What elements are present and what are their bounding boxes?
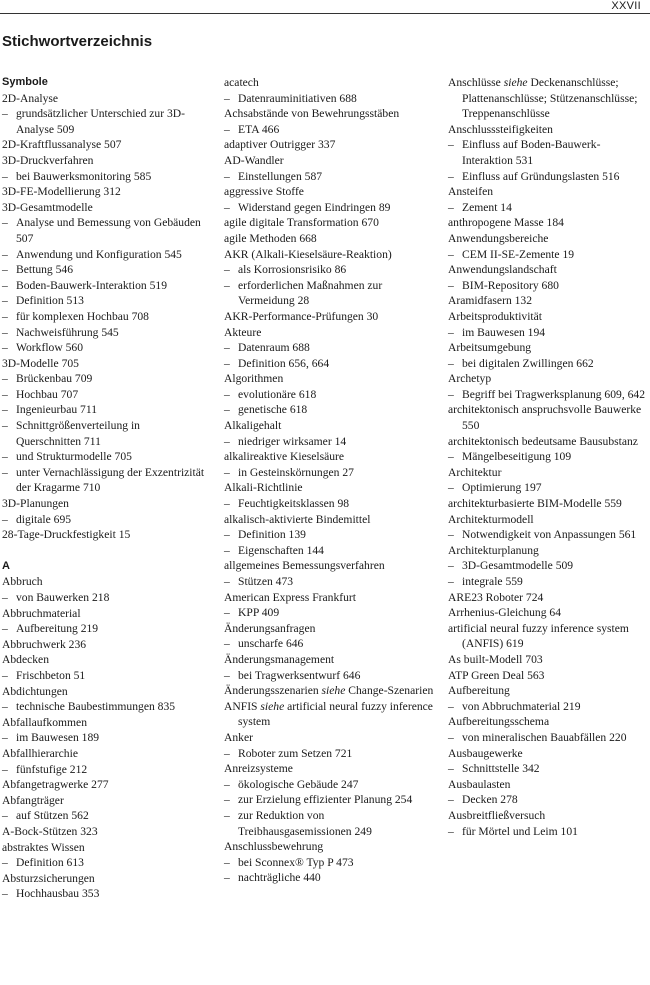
index-subentry xyxy=(448,699,650,715)
index-entry: Arbeitsproduktivität xyxy=(448,309,543,323)
index-entry: aggressive Stoffe xyxy=(224,185,304,199)
dash-marker: – xyxy=(448,730,454,744)
index-subentry xyxy=(448,824,650,840)
subentry-text: bei digitalen Zwillingen 662 xyxy=(462,356,594,370)
index-subentry xyxy=(448,527,650,543)
dash-marker: – xyxy=(448,824,454,838)
dash-marker: – xyxy=(448,481,454,495)
subentry-text: für Mörtel und Leim 101 xyxy=(462,824,578,838)
index-subentry xyxy=(224,262,438,278)
subentry-text: Mängelbeseitigung 109 xyxy=(462,450,572,464)
dash-marker: – xyxy=(2,325,8,339)
dash-marker: – xyxy=(448,169,454,183)
index-entry: Ausbreitfließversuch xyxy=(448,808,546,822)
index-subentry xyxy=(448,247,650,263)
index-subentry xyxy=(224,746,438,762)
dash-marker: – xyxy=(2,887,8,901)
subentry-text: Datenrauminitiativen 688 xyxy=(238,91,357,105)
index-entry: anthropogene Masse 184 xyxy=(448,216,564,230)
subentry-text: Ingenieurbau 711 xyxy=(16,403,98,417)
subentry-text: Definition 513 xyxy=(16,294,84,308)
see-target: Deckenanschlüsse; Plattenanschlüsse; Stützenanschlüsse; Treppenanschlüsse xyxy=(462,76,638,121)
dash-marker: – xyxy=(224,606,230,620)
dash-marker: – xyxy=(2,263,8,277)
index-subentry xyxy=(2,371,207,387)
dash-marker: – xyxy=(224,200,230,214)
index-subentry xyxy=(224,356,438,372)
index-column-1 xyxy=(2,75,207,902)
subentry-text: grundsätzlicher Unterschied zur 3D-Analyse 509 xyxy=(16,107,186,136)
index-entry: 3D-Planungen xyxy=(2,497,69,511)
subentry-text: nachträgliche 440 xyxy=(238,871,321,885)
subentry-text: Widerstand gegen Eindringen 89 xyxy=(238,200,391,214)
subentry-text: Boden-Bauwerk-Interaktion 519 xyxy=(16,278,167,292)
page-number: XXVII xyxy=(611,0,641,12)
index-entry: 3D-Gesamtmodelle xyxy=(2,200,93,214)
dash-marker: – xyxy=(2,668,8,682)
dash-marker: – xyxy=(448,699,454,713)
index-entry: acatech xyxy=(224,76,259,89)
dash-marker: – xyxy=(224,169,230,183)
index-subentry xyxy=(448,558,650,574)
index-entry: 3D-Modelle 705 xyxy=(2,356,79,370)
index-subentry xyxy=(224,574,438,590)
see-reference: siehe xyxy=(321,684,346,698)
index-subentry xyxy=(2,340,207,356)
subentry-text: Hochbau 707 xyxy=(16,387,79,401)
index-subentry xyxy=(448,356,650,372)
dash-marker: – xyxy=(224,808,230,822)
index-entry: American Express Frankfurt xyxy=(224,590,356,604)
subentry-text: Aufbereitung 219 xyxy=(16,622,99,636)
subentry-text: im Bauwesen 194 xyxy=(462,325,546,339)
index-subentry xyxy=(448,730,650,746)
dash-marker: – xyxy=(448,559,454,573)
index-subentry xyxy=(448,480,650,496)
subentry-text: Frischbeton 51 xyxy=(16,668,86,682)
dash-marker: – xyxy=(2,450,8,464)
dash-marker: – xyxy=(2,622,8,636)
index-entry: Architekturmodell xyxy=(448,512,534,526)
index-subentry xyxy=(224,855,438,871)
dash-marker: – xyxy=(2,107,8,121)
index-entry: Abbruchmaterial xyxy=(2,606,81,620)
index-subentry xyxy=(224,496,438,512)
index-subentry xyxy=(2,465,207,496)
index-subentry xyxy=(224,465,438,481)
see-target: Change-Szenarien xyxy=(345,684,434,698)
index-entry: Anker xyxy=(224,730,253,744)
index-entry: Ansteifen xyxy=(448,185,494,199)
index-entry: Ausbaulasten xyxy=(448,777,511,791)
index-subentry xyxy=(2,278,207,294)
dash-marker: – xyxy=(448,247,454,261)
index-subentry xyxy=(448,761,650,777)
dash-marker: – xyxy=(2,169,8,183)
index-entry: Abfallhierarchie xyxy=(2,746,78,760)
subentry-text: 3D-Gesamtmodelle 509 xyxy=(462,559,574,573)
index-subentry xyxy=(224,605,438,621)
index-entry: Anschlussbewehrung xyxy=(224,840,324,854)
dash-marker: – xyxy=(224,793,230,807)
index-entry: alkalisch-aktivierte Bindemittel xyxy=(224,512,371,526)
index-subentry xyxy=(2,293,207,309)
dash-marker: – xyxy=(224,575,230,588)
index-subentry xyxy=(2,762,207,778)
index-entry: Akteure xyxy=(224,325,262,339)
index-entry: Abfangträger xyxy=(2,793,64,807)
index-entry: AKR (Alkali-Kieselsäure-Reaktion) xyxy=(224,247,392,261)
subentry-text: Einfluss auf Gründungslasten 516 xyxy=(462,169,620,183)
dash-marker: – xyxy=(2,403,8,417)
index-entry: allgemeines Bemessungsverfahren xyxy=(224,559,385,573)
index-subentry xyxy=(2,730,207,746)
index-subentry xyxy=(2,668,207,684)
subentry-text: unscharfe 646 xyxy=(238,637,304,651)
dash-marker: – xyxy=(224,497,230,511)
index-entry: artificial neural fuzzy inference system (ANFIS) 619 xyxy=(448,621,629,651)
index-column-2 xyxy=(224,75,438,886)
dash-marker: – xyxy=(2,762,8,776)
index-entry: adaptiver Outrigger 337 xyxy=(224,138,336,152)
dash-marker: – xyxy=(224,637,230,651)
index-subentry xyxy=(2,402,207,418)
index-entry: ATP Green Deal 563 xyxy=(448,668,545,682)
dash-marker: – xyxy=(224,855,230,869)
subentry-text: fünfstufige 212 xyxy=(16,762,88,776)
dash-marker: – xyxy=(448,200,454,214)
subentry-text: zur Reduktion von Treibhausgasemissionen 249 xyxy=(238,808,372,838)
index-entry: Änderungsmanagement xyxy=(224,652,335,666)
index-entry: Aufbereitungsschema xyxy=(448,715,550,729)
subentry-text: ETA 466 xyxy=(238,122,280,136)
index-entry: 2D-Kraftflussanalyse 507 xyxy=(2,138,122,152)
index-subentry xyxy=(2,855,207,871)
index-subentry xyxy=(448,169,650,185)
index-entry: Achsabstände von Bewehrungsstäben xyxy=(224,107,400,121)
index-subentry xyxy=(2,808,207,824)
dash-marker: – xyxy=(2,309,8,323)
dash-marker: – xyxy=(448,450,454,464)
subentry-text: Anwendung und Konfiguration 545 xyxy=(16,247,182,261)
dash-marker: – xyxy=(448,575,454,588)
dash-marker: – xyxy=(448,793,454,807)
header-rule xyxy=(0,13,650,14)
section-heading: Symbole xyxy=(2,76,48,88)
subentry-text: Zement 14 xyxy=(462,200,512,214)
index-subentry xyxy=(2,449,207,465)
subentry-text: im Bauwesen 189 xyxy=(16,731,100,745)
index-subentry xyxy=(2,512,207,528)
see-target: artificial neural fuzzy inference system xyxy=(238,699,433,729)
index-entry xyxy=(224,699,438,730)
subentry-text: bei Sconnex® Typ P 473 xyxy=(238,855,354,869)
subentry-text: Datenraum 688 xyxy=(238,341,310,355)
index-subentry xyxy=(224,91,438,107)
dash-marker: – xyxy=(224,122,230,136)
index-subentry xyxy=(224,278,438,309)
index-entry: As built-Modell 703 xyxy=(448,652,543,666)
see-reference: siehe xyxy=(503,76,528,89)
dash-marker: – xyxy=(224,278,230,292)
dash-marker: – xyxy=(2,465,8,479)
subentry-text: erforderlichen Maßnahmen zur Vermeidung 28 xyxy=(238,278,383,308)
subentry-text: von Bauwerken 218 xyxy=(16,591,110,604)
index-subentry xyxy=(2,325,207,341)
index-entry: Abdecken xyxy=(2,653,49,667)
index-subentry xyxy=(224,402,438,418)
index-entry: 3D-FE-Modellierung 312 xyxy=(2,185,121,199)
subentry-text: Feuchtigkeitsklassen 98 xyxy=(238,497,350,511)
index-subentry xyxy=(448,200,650,216)
index-subentry xyxy=(224,122,438,138)
subentry-text: Optimierung 197 xyxy=(462,481,542,495)
dash-marker: – xyxy=(2,512,8,526)
index-subentry xyxy=(2,247,207,263)
subentry-text: für komplexen Hochbau 708 xyxy=(16,309,149,323)
index-entry: 2D-Analyse xyxy=(2,91,59,105)
dash-marker: – xyxy=(448,138,454,152)
index-subentry xyxy=(448,278,650,294)
page-title: Stichwortverzeichnis xyxy=(2,33,153,50)
index-entry: Architekturplanung xyxy=(448,543,539,557)
index-subentry xyxy=(2,309,207,325)
index-subentry xyxy=(224,777,438,793)
index-entry: Absturzsicherungen xyxy=(2,871,95,885)
dash-marker: – xyxy=(448,278,454,292)
index-subentry xyxy=(448,449,650,465)
dash-marker: – xyxy=(448,325,454,339)
dash-marker: – xyxy=(224,263,230,277)
index-subentry xyxy=(224,169,438,185)
index-subentry xyxy=(224,340,438,356)
dash-marker: – xyxy=(2,372,8,386)
subentry-text: bei Bauwerksmonitoring 585 xyxy=(16,169,152,183)
index-entry xyxy=(448,75,650,122)
subentry-text: CEM II-SE-Zemente 19 xyxy=(462,247,575,261)
index-entry: alkalireaktive Kieselsäure xyxy=(224,450,345,464)
index-entry: agile digitale Transformation 670 xyxy=(224,216,379,230)
subentry-text: unter Vernachlässigung der Exzentrizität der Kragarme 710 xyxy=(16,465,205,495)
index-entry: Alkaligehalt xyxy=(224,419,282,433)
index-entry: architektonisch anspruchsvolle Bauwerke 550 xyxy=(448,403,642,433)
index-subentry xyxy=(448,387,650,403)
subentry-text: evolutionäre 618 xyxy=(238,387,317,401)
index-entry: Änderungsanfragen xyxy=(224,621,316,635)
index-entry: Arbeitsumgebung xyxy=(448,341,532,355)
subentry-text: Stützen 473 xyxy=(238,575,294,588)
subentry-text: Analyse und Bemessung von Gebäuden 507 xyxy=(16,216,201,245)
index-subentry xyxy=(2,699,207,715)
index-subentry xyxy=(2,215,207,246)
subentry-text: Decken 278 xyxy=(462,793,518,807)
dash-marker: – xyxy=(2,387,8,401)
index-entry xyxy=(224,683,438,699)
subentry-text: Schnittstelle 342 xyxy=(462,762,540,776)
dash-marker: – xyxy=(224,403,230,417)
subentry-text: Hochhausbau 353 xyxy=(16,887,100,901)
subentry-text: als Korrosionsrisiko 86 xyxy=(238,263,347,277)
dash-marker: – xyxy=(2,809,8,823)
subentry-text: BIM-Repository 680 xyxy=(462,278,559,292)
subentry-text: bei Tragwerksentwurf 646 xyxy=(238,668,361,682)
index-entry: agile Methoden 668 xyxy=(224,231,317,245)
subentry-text: Einfluss auf Boden-Bauwerk-Interaktion 531 xyxy=(462,138,601,167)
entry-term: Änderungsszenarien xyxy=(224,684,322,698)
dash-marker: – xyxy=(224,777,230,791)
dash-marker: – xyxy=(224,387,230,401)
subentry-text: Eigenschaften 144 xyxy=(238,543,324,557)
index-subentry xyxy=(2,106,207,137)
subentry-text: auf Stützen 562 xyxy=(16,809,89,823)
index-entry: A-Bock-Stützen 323 xyxy=(2,824,98,838)
index-entry: Abfangetragwerke 277 xyxy=(2,778,109,792)
index-subentry xyxy=(448,792,650,808)
dash-marker: – xyxy=(224,668,230,682)
index-entry: 28-Tage-Druckfestigkeit 15 xyxy=(2,528,131,542)
subentry-text: Nachweisführung 545 xyxy=(16,325,119,339)
subentry-text: ökologische Gebäude 247 xyxy=(238,777,359,791)
index-entry: Abdichtungen xyxy=(2,684,68,698)
dash-marker: – xyxy=(224,543,230,557)
subentry-text: Roboter zum Setzen 721 xyxy=(238,746,353,760)
index-subentry xyxy=(2,387,207,403)
subentry-text: integrale 559 xyxy=(462,575,523,588)
see-reference: siehe xyxy=(260,699,285,713)
dash-marker: – xyxy=(2,247,8,261)
index-entry: Architektur xyxy=(448,465,502,479)
dash-marker: – xyxy=(2,419,8,433)
index-entry: Alkali-Richtlinie xyxy=(224,481,303,495)
subentry-text: Definition 139 xyxy=(238,528,306,542)
index-entry: Aramidfasern 132 xyxy=(448,294,533,308)
index-entry: ARE23 Roboter 724 xyxy=(448,590,544,604)
index-entry: Aufbereitung xyxy=(448,684,510,698)
section-heading: A xyxy=(2,559,10,572)
dash-marker: – xyxy=(448,762,454,776)
index-entry: Anwendungsbereiche xyxy=(448,231,549,245)
subentry-text: Definition 613 xyxy=(16,856,84,870)
index-entry: Archetyp xyxy=(448,372,492,386)
dash-marker: – xyxy=(448,356,454,370)
subentry-text: zur Erzielung effizienter Planung 254 xyxy=(238,793,413,807)
index-subentry xyxy=(224,527,438,543)
dash-marker: – xyxy=(2,278,8,292)
index-subentry xyxy=(224,543,438,559)
index-entry: Anwendungslandschaft xyxy=(448,263,557,277)
dash-marker: – xyxy=(2,341,8,355)
entry-term: Anschlüsse xyxy=(448,76,504,89)
dash-marker: – xyxy=(224,91,230,105)
dash-marker: – xyxy=(448,387,454,401)
dash-marker: – xyxy=(2,216,8,230)
index-entry: AKR-Performance-Prüfungen 30 xyxy=(224,309,379,323)
index-entry: architektonisch bedeutsame Bausubstanz xyxy=(448,434,638,448)
subentry-text: technische Baubestimmungen 835 xyxy=(16,700,176,714)
index-entry: Anschlusssteifigkeiten xyxy=(448,122,553,136)
subentry-text: Notwendigkeit von Anpassungen 561 xyxy=(462,528,637,542)
dash-marker: – xyxy=(2,700,8,714)
index-subentry xyxy=(448,137,650,168)
index-subentry xyxy=(224,387,438,403)
index-entry: Abbruch xyxy=(2,575,43,589)
index-subentry xyxy=(2,169,207,185)
dash-marker: – xyxy=(2,591,8,604)
index-entry: architekturbasierte BIM-Modelle 559 xyxy=(448,497,622,511)
index-subentry xyxy=(2,621,207,637)
index-subentry xyxy=(224,200,438,216)
index-subentry xyxy=(2,590,207,606)
subentry-text: digitale 695 xyxy=(16,512,72,526)
dash-marker: – xyxy=(224,528,230,542)
subentry-text: Schnittgrößenverteilung in Querschnitten 711 xyxy=(16,419,140,448)
subentry-text: von mineralischen Bauabfällen 220 xyxy=(462,730,627,744)
index-subentry xyxy=(224,636,438,652)
dash-marker: – xyxy=(224,871,230,885)
index-subentry xyxy=(224,870,438,886)
subentry-text: von Abbruchmaterial 219 xyxy=(462,699,581,713)
index-subentry xyxy=(2,418,207,449)
index-subentry xyxy=(2,262,207,278)
dash-marker: – xyxy=(224,465,230,479)
dash-marker: – xyxy=(2,856,8,870)
dash-marker: – xyxy=(2,294,8,308)
index-entry: Ausbaugewerke xyxy=(448,746,523,760)
dash-marker: – xyxy=(224,341,230,355)
subentry-text: in Gesteinskörnungen 27 xyxy=(238,465,354,479)
subentry-text: Begriff bei Tragwerksplanung 609, 642 xyxy=(462,387,646,401)
dash-marker: – xyxy=(224,746,230,760)
index-entry: AD-Wandler xyxy=(224,153,284,167)
dash-marker: – xyxy=(224,356,230,370)
index-entry: 3D-Druckverfahren xyxy=(2,153,94,167)
subentry-text: niedriger wirksamer 14 xyxy=(238,434,347,448)
subentry-text: und Strukturmodelle 705 xyxy=(16,450,132,464)
dash-marker: – xyxy=(224,434,230,448)
subentry-text: KPP 409 xyxy=(238,606,280,620)
index-entry: Abbruchwerk 236 xyxy=(2,637,87,651)
index-entry: Arrhenius-Gleichung 64 xyxy=(448,606,562,620)
index-column-3 xyxy=(448,75,650,839)
subentry-text: Bettung 546 xyxy=(16,263,74,277)
index-subentry xyxy=(224,792,438,808)
index-entry: Abfallaufkommen xyxy=(2,715,87,729)
subentry-text: Definition 656, 664 xyxy=(238,356,330,370)
subentry-text: Workflow 560 xyxy=(16,341,84,355)
subentry-text: Einstellungen 587 xyxy=(238,169,323,183)
index-entry: Anreizsysteme xyxy=(224,762,293,776)
dash-marker: – xyxy=(448,528,454,542)
dash-marker: – xyxy=(2,731,8,745)
index-entry: abstraktes Wissen xyxy=(2,840,85,854)
index-entry: Algorithmen xyxy=(224,372,284,386)
index-subentry xyxy=(224,668,438,684)
index-subentry xyxy=(2,886,207,902)
index-subentry xyxy=(224,434,438,450)
entry-term: ANFIS xyxy=(224,699,261,713)
subentry-text: genetische 618 xyxy=(238,403,308,417)
section-gap xyxy=(2,543,207,559)
index-subentry xyxy=(224,808,438,839)
index-subentry xyxy=(448,574,650,590)
index-subentry xyxy=(448,325,650,341)
subentry-text: Brückenbau 709 xyxy=(16,372,93,386)
